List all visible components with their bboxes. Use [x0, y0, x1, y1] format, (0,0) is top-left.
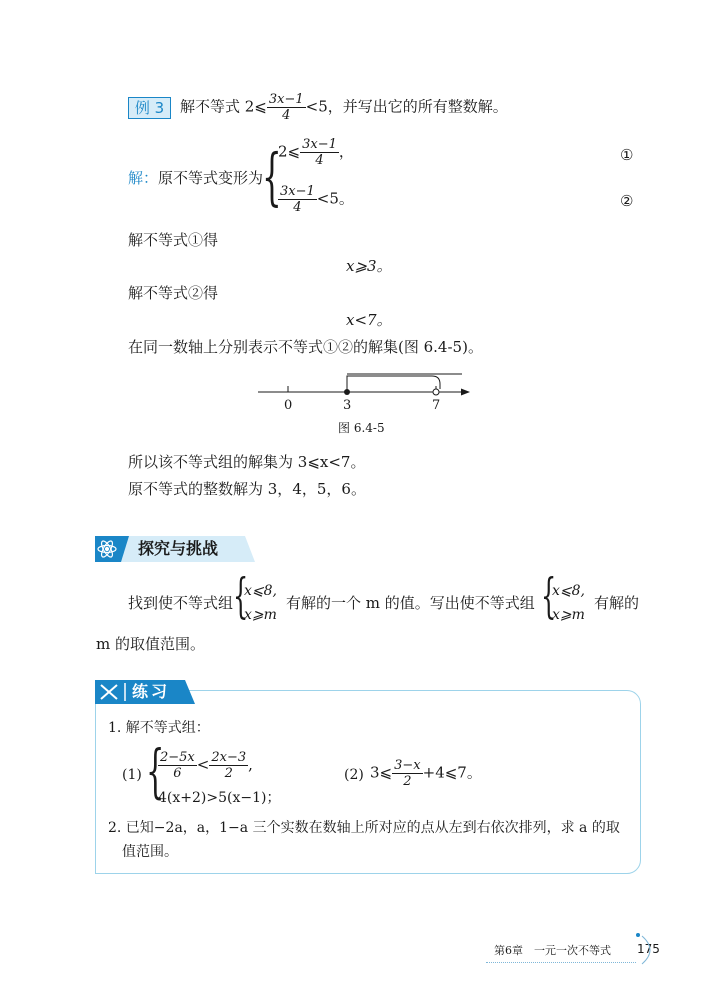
line2-post: <5。	[316, 189, 354, 208]
practice-q2-line1: 2. 已知−2a，a，1−a 三个实数在数轴上所对应的点从左到右依次排列，求 a 的取	[108, 820, 620, 836]
q1a-line1	[158, 750, 253, 781]
solution-interval-bracket	[347, 376, 440, 392]
prompt-pre: 解不等式 2⩽	[180, 97, 267, 116]
line2-fraction	[278, 184, 317, 215]
example-badge: 例 3	[128, 97, 171, 119]
result-2: x<7。	[346, 311, 392, 329]
conclusion-2: 原不等式的整数解为 3，4，5，6。	[128, 480, 366, 498]
axis-arrow	[461, 389, 470, 396]
axis-label-7: 7	[432, 398, 441, 413]
explore-text-b: 有解的一个 m 的值。写出使不等式组	[286, 594, 535, 612]
line1-fraction	[300, 137, 339, 168]
arc-curve	[642, 936, 650, 964]
explore-text-c: 有解的	[594, 594, 640, 612]
tag-2: ②	[620, 192, 634, 210]
step-1: 解不等式①得	[128, 231, 219, 249]
practice-q2-line2: 值范围。	[122, 844, 178, 860]
open-point-7	[433, 389, 439, 395]
figure-caption: 图 6.4-5	[338, 421, 385, 435]
conclusion-1: 所以该不等式组的解集为 3⩽x<7。	[128, 453, 366, 471]
explore-text-a: 找到使不等式组	[128, 594, 234, 612]
system-line-2	[278, 184, 354, 215]
axis-label-0: 0	[284, 398, 293, 413]
q1a-comma: ,	[248, 755, 253, 774]
prompt-post: <5，并写出它的所有整数解。	[305, 97, 508, 116]
q1a-label: (1)	[122, 767, 142, 783]
example-prompt	[180, 92, 508, 123]
q1a-fraction-2	[209, 750, 248, 781]
bracket-aux	[347, 378, 433, 384]
closed-point-3	[344, 389, 350, 395]
line1-post: ，	[338, 142, 354, 161]
q1b-den: 2	[403, 774, 412, 789]
tag-1: ①	[620, 146, 634, 164]
fraction-numerator: 3x−1	[268, 92, 304, 107]
q1b-label: (2)	[344, 767, 364, 783]
axis-label-3: 3	[343, 398, 352, 413]
q1b-fraction	[392, 758, 423, 789]
solution-label: 解：	[128, 169, 159, 187]
explore-sys1-bot: x⩾m	[244, 607, 277, 623]
footer-dotted-line	[486, 962, 636, 963]
q1a-fraction-1	[158, 750, 197, 781]
line2-numerator: 3x−1	[280, 184, 315, 199]
explore-brace-1: {	[233, 568, 249, 624]
fraction-denominator: 4	[282, 108, 291, 123]
system-line-1	[278, 137, 354, 168]
q1a-line2: 4(x+2)>5(x−1)；	[158, 790, 281, 806]
q1a-num2: 2x−3	[211, 750, 247, 765]
q1a-lt: <	[196, 755, 210, 774]
line1-numerator: 3x−1	[302, 137, 337, 152]
explore-sys1-top: x⩽8,	[244, 583, 277, 599]
q1a-brace: {	[146, 737, 165, 805]
solution-intro-text: 原不等式变形为	[158, 169, 264, 187]
page-number: 175	[637, 942, 660, 956]
arc-dot	[636, 933, 640, 937]
explore-sys2-top: x⩽8,	[552, 583, 585, 599]
practice-q1: 1. 解不等式组：	[108, 720, 210, 736]
q1b-pre: 3⩽	[370, 763, 393, 782]
system-brace: {	[262, 140, 282, 213]
step-3: 在同一数轴上分别表示不等式①②的解集(图 6.4-5)。	[128, 338, 483, 356]
q1a-den2: 2	[224, 766, 233, 781]
explore-sys2-bot: x⩾m	[552, 607, 585, 623]
footer-chapter: 第6章 一元一次不等式	[494, 944, 611, 957]
q1a-den1: 6	[173, 766, 182, 781]
q1b-expr	[370, 758, 482, 789]
step-2: 解不等式②得	[128, 284, 219, 302]
explore-brace-2: {	[541, 568, 557, 624]
q1b-num: 3−x	[394, 758, 421, 773]
explore-title: 探究与挑战	[138, 539, 219, 558]
line2-denominator: 4	[293, 200, 302, 215]
result-1: x⩾3。	[346, 257, 392, 275]
prompt-fraction	[267, 92, 306, 123]
line1-pre: 2⩽	[278, 142, 301, 161]
page-number-arc	[632, 930, 662, 970]
solution-intro	[128, 168, 263, 188]
line1-denominator: 4	[315, 153, 324, 168]
explore-text-d: m 的取值范围。	[96, 635, 205, 653]
q1a-num1: 2−5x	[160, 750, 195, 765]
practice-title: 练习	[132, 682, 171, 701]
q1b-post: +4⩽7。	[422, 763, 482, 782]
